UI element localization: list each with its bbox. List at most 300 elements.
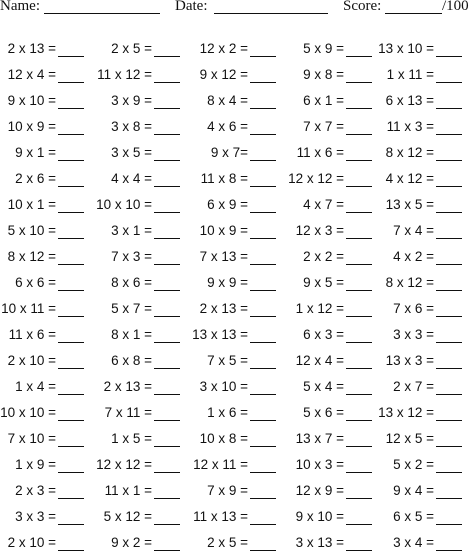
- score-total: /100: [442, 0, 469, 14]
- problem-cell: [288, 430, 384, 456]
- problem-cell: [384, 222, 474, 248]
- problem-cell: [192, 66, 288, 92]
- answer-blank[interactable]: [346, 212, 372, 213]
- answer-blank[interactable]: [58, 342, 84, 343]
- problem-text: 2 x 13 =: [199, 301, 248, 316]
- answer-blank[interactable]: [154, 108, 180, 109]
- problem-cell: [192, 534, 288, 560]
- answer-blank[interactable]: [250, 472, 276, 473]
- answer-blank[interactable]: [154, 264, 180, 265]
- problem-cell: [192, 456, 288, 482]
- problem-text: 6 x 6 =: [15, 275, 56, 290]
- answer-blank[interactable]: [154, 550, 180, 551]
- answer-blank[interactable]: [436, 550, 462, 551]
- problem-text: 9 x 12 =: [199, 67, 248, 82]
- answer-blank[interactable]: [250, 134, 276, 135]
- problem-cell: [96, 300, 192, 326]
- answer-blank[interactable]: [58, 420, 84, 421]
- answer-blank[interactable]: [154, 134, 180, 135]
- answer-blank[interactable]: [154, 82, 180, 83]
- problem-cell: [0, 482, 96, 508]
- answer-blank[interactable]: [346, 186, 372, 187]
- problem-text: 6 x 8 =: [111, 353, 152, 368]
- problem-cell: [384, 482, 474, 508]
- problem-text: 9 x 8 =: [303, 67, 344, 82]
- problem-cell: [288, 144, 384, 170]
- answer-blank[interactable]: [346, 420, 372, 421]
- problem-text: 4 x 4 =: [111, 171, 152, 186]
- problem-text: 10 x 9 =: [7, 119, 56, 134]
- answer-blank[interactable]: [346, 498, 372, 499]
- answer-blank[interactable]: [436, 524, 462, 525]
- problem-cell: [288, 352, 384, 378]
- problem-text: 2 x 10 =: [7, 535, 56, 550]
- problem-cell: [96, 430, 192, 456]
- problem-cell: [288, 248, 384, 274]
- problem-cell: [192, 326, 288, 352]
- answer-blank[interactable]: [154, 394, 180, 395]
- problem-text: 9 x 5 =: [303, 275, 344, 290]
- answer-blank[interactable]: [58, 108, 84, 109]
- problem-cell: [384, 352, 474, 378]
- problem-cell: [96, 66, 192, 92]
- answer-blank[interactable]: [250, 446, 276, 447]
- answer-blank[interactable]: [436, 108, 462, 109]
- answer-blank[interactable]: [154, 290, 180, 291]
- problem-text: 7 x 9 =: [207, 483, 248, 498]
- problem-cell: [384, 326, 474, 352]
- problem-text: 1 x 4 =: [15, 379, 56, 394]
- problem-cell: [96, 274, 192, 300]
- problem-text: 2 x 6 =: [15, 171, 56, 186]
- problem-cell: [192, 482, 288, 508]
- problem-text: 9 x 4 =: [393, 483, 434, 498]
- problem-text: 3 x 8 =: [111, 119, 152, 134]
- problem-text: 7 x 11 =: [104, 405, 152, 420]
- problem-text: 7 x 5 =: [207, 353, 248, 368]
- problem-cell: [288, 118, 384, 144]
- problem-cell: [384, 534, 474, 560]
- problem-cell: [96, 92, 192, 118]
- problem-text: 10 x 10 =: [0, 405, 56, 420]
- answer-blank[interactable]: [346, 394, 372, 395]
- problem-text: 9 x 10 =: [7, 93, 56, 108]
- answer-blank[interactable]: [346, 238, 372, 239]
- problem-text: 11 x 13 =: [193, 509, 248, 524]
- answer-blank[interactable]: [436, 472, 462, 473]
- answer-blank[interactable]: [436, 186, 462, 187]
- problem-text: 6 x 3 =: [303, 327, 344, 342]
- problem-text: 12 x 3 =: [295, 223, 344, 238]
- problem-cell: [192, 118, 288, 144]
- answer-blank[interactable]: [346, 368, 372, 369]
- problem-cell: [0, 430, 96, 456]
- problem-text: 2 x 7 =: [393, 379, 434, 394]
- problem-text: 2 x 5 =: [207, 535, 248, 550]
- problem-text: 6 x 13 =: [385, 93, 434, 108]
- answer-blank[interactable]: [58, 56, 84, 57]
- problem-text: 7 x 10 =: [7, 431, 56, 446]
- problem-cell: [288, 326, 384, 352]
- problem-text: 11 x 6 =: [296, 145, 344, 160]
- answer-blank[interactable]: [346, 134, 372, 135]
- problem-cell: [0, 352, 96, 378]
- problem-cell: [384, 144, 474, 170]
- problem-cell: [96, 144, 192, 170]
- answer-blank[interactable]: [436, 160, 462, 161]
- answer-blank[interactable]: [154, 524, 180, 525]
- answer-blank[interactable]: [58, 316, 84, 317]
- problem-text: 3 x 10 =: [199, 379, 248, 394]
- answer-blank[interactable]: [154, 160, 180, 161]
- problem-text: 7 x 3 =: [111, 249, 152, 264]
- answer-blank[interactable]: [346, 342, 372, 343]
- problem-text: 5 x 2 =: [393, 457, 434, 472]
- problem-cell: [288, 196, 384, 222]
- answer-blank[interactable]: [58, 394, 84, 395]
- problem-cell: [288, 456, 384, 482]
- problem-cell: [288, 222, 384, 248]
- name-label: Name:: [0, 0, 40, 14]
- problem-text: 12 x 12 =: [96, 457, 152, 472]
- problem-text: 5 x 9 =: [303, 41, 344, 56]
- problem-cell: [192, 170, 288, 196]
- problem-cell: [192, 144, 288, 170]
- problem-cell: [0, 222, 96, 248]
- answer-blank[interactable]: [154, 446, 180, 447]
- problem-cell: [0, 534, 96, 560]
- problem-text: 13 x 7 =: [295, 431, 344, 446]
- problem-text: 3 x 9 =: [111, 93, 152, 108]
- problem-text: 1 x 12 =: [295, 301, 344, 316]
- problem-cell: [0, 170, 96, 196]
- answer-blank[interactable]: [346, 446, 372, 447]
- answer-blank[interactable]: [250, 394, 276, 395]
- problem-cell: [288, 482, 384, 508]
- problem-cell: [96, 508, 192, 534]
- problem-cell: [0, 274, 96, 300]
- problem-text: 10 x 11 =: [1, 301, 56, 316]
- problem-cell: [384, 300, 474, 326]
- answer-blank[interactable]: [58, 82, 84, 83]
- answer-blank[interactable]: [154, 472, 180, 473]
- problem-cell: [96, 534, 192, 560]
- answer-blank[interactable]: [436, 134, 462, 135]
- problem-cell: [0, 508, 96, 534]
- problem-cell: [288, 274, 384, 300]
- date-label: Date:: [175, 0, 208, 14]
- answer-blank[interactable]: [436, 446, 462, 447]
- problem-cell: [192, 352, 288, 378]
- problem-text: 7 x 13 =: [199, 249, 248, 264]
- problem-text: 9 x 10 =: [295, 509, 344, 524]
- problem-cell: [0, 66, 96, 92]
- answer-blank[interactable]: [58, 134, 84, 135]
- answer-blank[interactable]: [58, 160, 84, 161]
- answer-blank[interactable]: [250, 550, 276, 551]
- problem-cell: [0, 196, 96, 222]
- problem-text: 5 x 12 =: [103, 509, 152, 524]
- problem-cell: [384, 248, 474, 274]
- answer-blank[interactable]: [346, 524, 372, 525]
- answer-blank[interactable]: [250, 264, 276, 265]
- problem-text: 11 x 1 =: [104, 483, 152, 498]
- problem-cell: [0, 326, 96, 352]
- answer-blank[interactable]: [250, 56, 276, 57]
- answer-blank[interactable]: [346, 316, 372, 317]
- problem-cell: [384, 456, 474, 482]
- answer-blank[interactable]: [250, 290, 276, 291]
- answer-blank[interactable]: [436, 420, 462, 421]
- problem-cell: [192, 92, 288, 118]
- answer-blank[interactable]: [436, 56, 462, 57]
- answer-blank[interactable]: [154, 212, 180, 213]
- problem-text: 9 x 2 =: [111, 535, 152, 550]
- problem-cell: [378, 404, 474, 430]
- answer-blank[interactable]: [58, 186, 84, 187]
- problem-cell: [384, 118, 474, 144]
- answer-blank[interactable]: [436, 498, 462, 499]
- problem-text: 11 x 3 =: [386, 119, 434, 134]
- answer-blank[interactable]: [346, 82, 372, 83]
- problem-cell: [384, 508, 474, 534]
- problem-cell: [96, 170, 192, 196]
- answer-blank[interactable]: [346, 56, 372, 57]
- problem-cell: [96, 248, 192, 274]
- problem-cell: [96, 378, 192, 404]
- problem-cell: [288, 92, 384, 118]
- problem-cell: [192, 274, 288, 300]
- problem-cell: [288, 534, 384, 560]
- problem-cell: [96, 482, 192, 508]
- problem-cell: [0, 40, 96, 66]
- problem-cell: [192, 404, 288, 430]
- problem-text: 2 x 10 =: [7, 353, 56, 368]
- problem-cell: [384, 92, 474, 118]
- problem-cell: [0, 404, 96, 430]
- answer-blank[interactable]: [250, 160, 276, 161]
- answer-blank[interactable]: [250, 82, 276, 83]
- problem-cell: [378, 40, 474, 66]
- problem-cell: [96, 326, 192, 352]
- answer-blank[interactable]: [250, 108, 276, 109]
- answer-blank[interactable]: [436, 342, 462, 343]
- problem-cell: [192, 430, 288, 456]
- problem-cell: [288, 40, 384, 66]
- problem-text: 1 x 5 =: [111, 431, 152, 446]
- problem-text: 3 x 5 =: [111, 145, 152, 160]
- problem-text: 8 x 12 =: [385, 275, 434, 290]
- problem-cell: [192, 248, 288, 274]
- problem-text: 12 x 9 =: [295, 483, 344, 498]
- problem-cell: [384, 196, 474, 222]
- answer-blank[interactable]: [58, 264, 84, 265]
- problem-text: 2 x 3 =: [15, 483, 56, 498]
- problem-text: 6 x 9 =: [207, 197, 248, 212]
- answer-blank[interactable]: [154, 498, 180, 499]
- answer-blank[interactable]: [346, 160, 372, 161]
- problem-cell: [288, 66, 384, 92]
- answer-blank[interactable]: [346, 550, 372, 551]
- problem-text: 8 x 1 =: [111, 327, 152, 342]
- answer-blank[interactable]: [250, 342, 276, 343]
- problem-text: 10 x 10 =: [96, 197, 152, 212]
- problem-text: 6 x 5 =: [393, 509, 434, 524]
- answer-blank[interactable]: [58, 524, 84, 525]
- problem-cell: [192, 40, 288, 66]
- problem-cell: [288, 300, 384, 326]
- answer-blank[interactable]: [58, 550, 84, 551]
- answer-blank[interactable]: [154, 342, 180, 343]
- problem-text: 10 x 3 =: [295, 457, 344, 472]
- problem-text: 12 x 12 =: [288, 171, 344, 186]
- answer-blank[interactable]: [154, 420, 180, 421]
- answer-blank[interactable]: [154, 56, 180, 57]
- problem-grid: [0, 40, 474, 560]
- answer-blank[interactable]: [58, 212, 84, 213]
- answer-blank[interactable]: [346, 290, 372, 291]
- answer-blank[interactable]: [346, 264, 372, 265]
- date-field-line[interactable]: [214, 13, 328, 14]
- problem-text: 11 x 6 =: [8, 327, 56, 342]
- answer-blank[interactable]: [154, 368, 180, 369]
- problem-text: 12 x 4 =: [7, 67, 56, 82]
- problem-cell: [0, 300, 96, 326]
- problem-text: 5 x 7 =: [111, 301, 152, 316]
- problem-text: 5 x 6 =: [303, 405, 344, 420]
- problem-text: 4 x 12 =: [385, 171, 434, 186]
- problem-text: 5 x 10 =: [7, 223, 56, 238]
- problem-text: 3 x 13 =: [295, 535, 344, 550]
- answer-blank[interactable]: [436, 238, 462, 239]
- answer-blank[interactable]: [250, 368, 276, 369]
- problem-text: 7 x 7 =: [303, 119, 344, 134]
- problem-text: 3 x 4 =: [393, 535, 434, 550]
- answer-blank[interactable]: [58, 368, 84, 369]
- problem-cell: [96, 222, 192, 248]
- problem-text: 12 x 4 =: [295, 353, 344, 368]
- answer-blank[interactable]: [154, 238, 180, 239]
- problem-text: 8 x 4 =: [207, 93, 248, 108]
- problem-cell: [192, 508, 288, 534]
- worksheet-header: [0, 0, 474, 22]
- score-label: Score:: [343, 0, 382, 14]
- answer-blank[interactable]: [436, 394, 462, 395]
- problem-text: 10 x 8 =: [199, 431, 248, 446]
- problem-text: 13 x 13 =: [192, 327, 248, 342]
- problem-text: 7 x 4 =: [393, 223, 434, 238]
- problem-cell: [384, 66, 474, 92]
- answer-blank[interactable]: [346, 472, 372, 473]
- problem-text: 13 x 3 =: [385, 353, 434, 368]
- answer-blank[interactable]: [250, 212, 276, 213]
- problem-text: 11 x 8 =: [200, 171, 248, 186]
- problem-cell: [96, 196, 192, 222]
- problem-text: 3 x 3 =: [15, 509, 56, 524]
- answer-blank[interactable]: [250, 316, 276, 317]
- problem-cell: [384, 430, 474, 456]
- problem-text: 3 x 3 =: [393, 327, 434, 342]
- problem-text: 3 x 1 =: [111, 223, 152, 238]
- problem-cell: [0, 378, 96, 404]
- problem-text: 13 x 12 =: [378, 405, 434, 420]
- problem-text: 9 x 1 =: [15, 145, 56, 160]
- problem-text: 13 x 10 =: [378, 41, 434, 56]
- problem-cell: [192, 300, 288, 326]
- problem-cell: [96, 404, 192, 430]
- answer-blank[interactable]: [436, 82, 462, 83]
- name-field-line[interactable]: [44, 13, 160, 14]
- problem-text: 4 x 7 =: [303, 197, 344, 212]
- problem-text: 12 x 5 =: [385, 431, 434, 446]
- problem-cell: [384, 378, 474, 404]
- problem-text: 5 x 4 =: [303, 379, 344, 394]
- answer-blank[interactable]: [250, 420, 276, 421]
- problem-text: 10 x 1 =: [7, 197, 56, 212]
- answer-blank[interactable]: [250, 238, 276, 239]
- answer-blank[interactable]: [58, 290, 84, 291]
- answer-blank[interactable]: [154, 316, 180, 317]
- problem-text: 2 x 13 =: [103, 379, 152, 394]
- problem-cell: [96, 352, 192, 378]
- problem-text: 8 x 12 =: [385, 145, 434, 160]
- answer-blank[interactable]: [250, 524, 276, 525]
- problem-text: 6 x 1 =: [303, 93, 344, 108]
- problem-cell: [0, 456, 96, 482]
- answer-blank[interactable]: [436, 368, 462, 369]
- problem-text: 9 x 9 =: [207, 275, 248, 290]
- problem-text: 1 x 11 =: [386, 67, 434, 82]
- answer-blank[interactable]: [250, 186, 276, 187]
- problem-cell: [192, 222, 288, 248]
- problem-cell: [384, 274, 474, 300]
- answer-blank[interactable]: [346, 108, 372, 109]
- problem-text: 4 x 2 =: [393, 249, 434, 264]
- problem-cell: [0, 118, 96, 144]
- problem-text: 12 x 2 =: [199, 41, 248, 56]
- problem-cell: [288, 508, 384, 534]
- problem-cell: [384, 170, 474, 196]
- problem-cell: [288, 378, 384, 404]
- problem-text: 4 x 6 =: [207, 119, 248, 134]
- problem-text: 8 x 6 =: [111, 275, 152, 290]
- problem-text: 1 x 6 =: [207, 405, 248, 420]
- problem-cell: [0, 92, 96, 118]
- problem-text: 2 x 2 =: [303, 249, 344, 264]
- problem-cell: [0, 248, 96, 274]
- problem-cell: [192, 378, 288, 404]
- answer-blank[interactable]: [250, 498, 276, 499]
- problem-text: 7 x 6 =: [393, 301, 434, 316]
- problem-cell: [0, 144, 96, 170]
- answer-blank[interactable]: [436, 290, 462, 291]
- problem-cell: [96, 118, 192, 144]
- answer-blank[interactable]: [436, 264, 462, 265]
- problem-text: 10 x 9 =: [199, 223, 248, 238]
- answer-blank[interactable]: [436, 316, 462, 317]
- answer-blank[interactable]: [154, 186, 180, 187]
- answer-blank[interactable]: [58, 446, 84, 447]
- problem-text: 12 x 11 =: [193, 457, 248, 472]
- problem-cell: [288, 170, 384, 196]
- answer-blank[interactable]: [58, 498, 84, 499]
- problem-text: 2 x 5 =: [111, 41, 152, 56]
- answer-blank[interactable]: [58, 238, 84, 239]
- answer-blank[interactable]: [58, 472, 84, 473]
- score-field-line[interactable]: [385, 13, 442, 14]
- answer-blank[interactable]: [436, 212, 462, 213]
- problem-cell: [96, 40, 192, 66]
